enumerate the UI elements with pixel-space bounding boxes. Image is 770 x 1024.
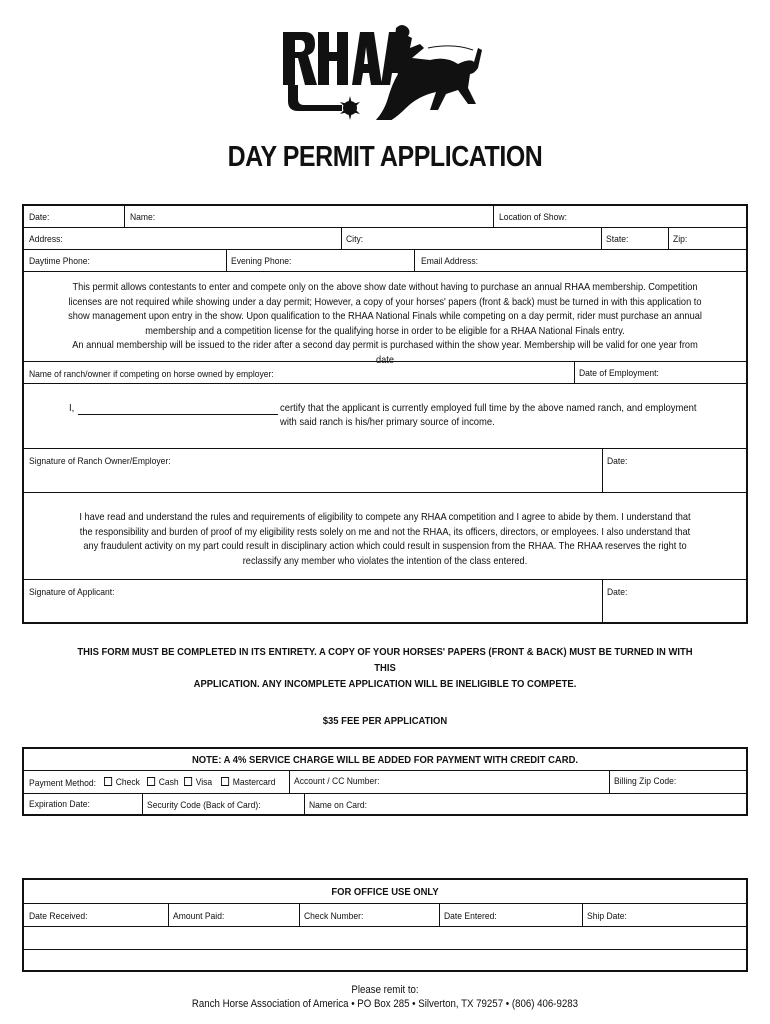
checkbox-icon bbox=[221, 777, 229, 786]
checkbox-icon bbox=[147, 777, 155, 786]
date-received-label: Date Received: bbox=[29, 911, 88, 922]
agreement-text-line: any fraudulent activity on my part could result in disciplinary action which could result in suspension from the RHAA. The RHAA reserves the right to bbox=[83, 540, 687, 552]
daytime-phone-label: Daytime Phone: bbox=[29, 256, 90, 267]
amount-paid-label: Amount Paid: bbox=[173, 911, 225, 922]
ranch-name-label: Name of ranch/owner if competing on horse owned by employer: bbox=[29, 369, 274, 380]
notice-line: THIS FORM MUST BE COMPLETED IN ITS ENTIRETY. A COPY OF YOUR HORSES' PAPERS (FRONT & BACK) MUST BE TURNED IN WITH THIS bbox=[77, 646, 693, 674]
agreement-text-line: the responsibility and burden of proof of my eligibility rests solely on me and not the RHAA, its officers, directors, or employees. I also understand that bbox=[79, 525, 691, 538]
page-title: DAY PERMIT APPLICATION bbox=[227, 141, 543, 173]
applicant-section bbox=[22, 204, 748, 624]
zip-field-label: Zip: bbox=[673, 234, 688, 245]
employer-certification bbox=[24, 384, 746, 449]
payment-section bbox=[22, 747, 748, 816]
permit-text-line: licenses are not required while showing under a day permit; However, a copy of your horses' papers (front & back) must be turned in with this application to bbox=[68, 295, 702, 308]
payment-option-visa[interactable]: Visa bbox=[184, 777, 212, 788]
payment-option-cash[interactable]: Cash bbox=[147, 777, 179, 788]
applicant-signature-row bbox=[24, 580, 746, 622]
email-field-label: Email Address: bbox=[421, 256, 479, 267]
permit-terms bbox=[24, 272, 746, 366]
employer-date-label: Date: bbox=[607, 456, 628, 467]
employer-signature-row bbox=[24, 449, 746, 493]
applicant-signature-label: Signature of Applicant: bbox=[29, 587, 115, 598]
address-field-label: Address: bbox=[29, 234, 63, 245]
office-notes-row-1[interactable] bbox=[24, 927, 746, 950]
applicant-date-label: Date: bbox=[607, 587, 628, 598]
cert-text-line: certify that the applicant is currently employed full time by the above named ranch, and employment bbox=[280, 402, 697, 414]
billing-zip-label: Billing Zip Code: bbox=[614, 776, 677, 787]
remit-address: Ranch Horse Association of America • PO Box 285 • Silverton, TX 79257 • (806) 406-9283 bbox=[191, 998, 579, 1010]
payment-method-label: Payment Method: bbox=[29, 778, 97, 789]
state-field-label: State: bbox=[606, 234, 629, 245]
agreement-terms bbox=[24, 493, 746, 580]
applicant-row-1 bbox=[24, 206, 746, 228]
permit-text-line: This permit allows contestants to enter and compete only on the above show date without having to purchase an annual RHAA membership. Competition bbox=[72, 281, 698, 293]
applicant-row-2 bbox=[24, 228, 746, 250]
evening-phone-label: Evening Phone: bbox=[231, 256, 292, 267]
account-number-label: Account / CC Number: bbox=[294, 776, 380, 787]
office-fields-row bbox=[24, 904, 746, 927]
employer-signature-label: Signature of Ranch Owner/Employer: bbox=[29, 456, 171, 467]
city-field-label: City: bbox=[346, 234, 364, 245]
checkbox-icon bbox=[104, 777, 112, 786]
name-on-card-label: Name on Card: bbox=[309, 800, 367, 811]
office-use-header: FOR OFFICE USE ONLY bbox=[331, 886, 439, 898]
name-on-card-field[interactable] bbox=[304, 794, 746, 814]
permit-text-line: membership and a competition license for the qualifying horse in order to be eligible for a RHAA National Finals entry. bbox=[145, 324, 625, 337]
office-use-section bbox=[22, 878, 748, 972]
employer-name-line[interactable] bbox=[78, 414, 278, 415]
rhaa-logo bbox=[278, 20, 493, 120]
agreement-text-line: reclassify any member who violates the intention of the class entered. bbox=[242, 554, 528, 567]
notice-line: APPLICATION. ANY INCOMPLETE APPLICATION WILL BE INELIGIBLE TO COMPETE. bbox=[193, 678, 577, 690]
ranch-row bbox=[24, 362, 746, 384]
date-field-label: Date: bbox=[29, 212, 50, 223]
ship-date-label: Ship Date: bbox=[587, 911, 627, 922]
remit-footer bbox=[46, 983, 724, 1011]
applicant-row-3 bbox=[24, 250, 746, 272]
permit-text-line: show management upon entry in the show. Upon qualification to the RHAA National Finals while competing on a day permit, rider must purchase an annual bbox=[68, 310, 702, 322]
office-notes-row-2[interactable] bbox=[24, 950, 746, 970]
expiration-label: Expiration Date: bbox=[29, 799, 90, 810]
security-code-label: Security Code (Back of Card): bbox=[147, 800, 261, 811]
date-entered-label: Date Entered: bbox=[444, 911, 497, 922]
payment-method-row bbox=[24, 771, 746, 794]
location-field-label: Location of Show: bbox=[499, 212, 567, 223]
fee-notice: $35 FEE PER APPLICATION bbox=[322, 715, 448, 727]
credit-card-note: NOTE: A 4% SERVICE CHARGE WILL BE ADDED FOR PAYMENT WITH CREDIT CARD. bbox=[191, 754, 579, 766]
completion-notice bbox=[75, 644, 696, 692]
name-field-label: Name: bbox=[130, 212, 156, 223]
card-details-row bbox=[24, 794, 746, 814]
cert-prefix: I, bbox=[69, 402, 75, 414]
checkbox-icon bbox=[184, 777, 192, 786]
payment-note-row bbox=[24, 749, 746, 771]
payment-option-mastercard[interactable]: Mastercard bbox=[221, 777, 275, 788]
payment-option-check[interactable]: Check bbox=[104, 777, 140, 788]
employment-date-label: Date of Employment: bbox=[579, 368, 659, 379]
office-header-row bbox=[24, 880, 746, 904]
check-number-label: Check Number: bbox=[304, 911, 364, 922]
remit-label: Please remit to: bbox=[351, 984, 419, 996]
permit-text-line: An annual membership will be issued to the rider after a second day permit is purchased within the show year. Membership will be valid for one year from date bbox=[72, 339, 698, 366]
agreement-text-line: I have read and understand the rules and requirements of eligibility to compete any RHAA competition and I agree to abide by them. I understand that bbox=[79, 511, 691, 523]
cert-text-line: with said ranch is his/her primary source of income. bbox=[280, 416, 495, 428]
